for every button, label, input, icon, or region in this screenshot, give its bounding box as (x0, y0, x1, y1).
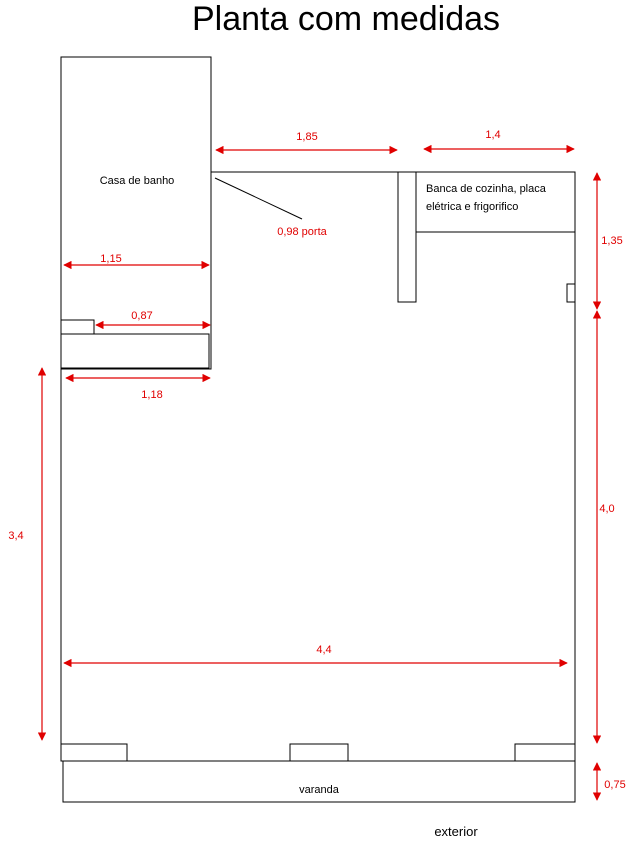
kitchen-label-line2: elétrica e frigorifico (426, 201, 519, 213)
balcony-label: varanda (299, 784, 339, 796)
dim-right-upper: 1,35 (601, 235, 623, 247)
bathroom-label: Casa de banho (99, 175, 175, 187)
kitchen-label-line1: Banca de cozinha, placa (426, 183, 546, 195)
wall-socket (567, 284, 575, 302)
window-right (515, 744, 575, 761)
walls (61, 57, 575, 802)
window-middle (290, 744, 348, 761)
dim-bath-upper: 1,15 (100, 253, 122, 265)
bathroom-small-fixture (61, 320, 94, 334)
dim-bath-lower: 1,18 (141, 389, 163, 401)
dim-door: 0,98 porta (277, 226, 327, 238)
bathroom-wall (61, 57, 211, 369)
dimension-lines (42, 149, 597, 800)
dim-left-height: 3,4 (8, 530, 24, 542)
window-left (61, 744, 127, 761)
page-title: Planta com medidas (191, 0, 501, 38)
dim-bath-inner: 0,87 (131, 310, 153, 322)
kitchen-pillar (398, 172, 416, 302)
dim-top-middle: 1,85 (296, 131, 318, 143)
dim-top-right: 1,4 (485, 129, 501, 141)
exterior-label: exterior (434, 824, 478, 839)
bathroom-shelf (61, 334, 209, 368)
dim-right-balcony: 0,75 (604, 779, 626, 791)
door-swing (215, 178, 302, 219)
dim-right-lower: 4,0 (599, 503, 615, 515)
dim-main-width: 4,4 (316, 644, 332, 656)
main-room-outline (211, 172, 575, 761)
